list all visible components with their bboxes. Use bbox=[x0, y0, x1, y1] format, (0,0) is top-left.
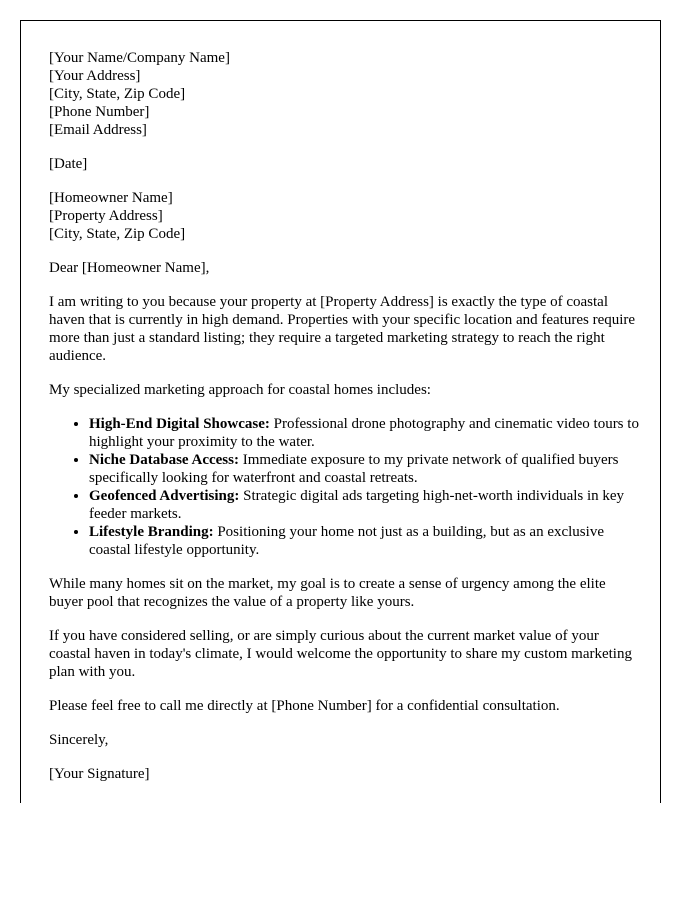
letter-page bbox=[20, 20, 661, 803]
list-item-text: Professional drone photography and cinematic video tours to highlight your proximity to the water. bbox=[89, 416, 639, 450]
list-item-title: High-End Digital Showcase: bbox=[89, 416, 270, 432]
date-block bbox=[49, 155, 639, 173]
marketing-list bbox=[49, 415, 639, 559]
list-item bbox=[89, 415, 639, 451]
list-item bbox=[89, 523, 639, 559]
list-item bbox=[89, 451, 639, 487]
recipient-address: [Property Address] bbox=[49, 208, 163, 224]
list-item bbox=[89, 487, 639, 523]
closing: Sincerely, bbox=[49, 732, 109, 748]
paragraph-call: Please feel free to call me directly at [Phone Number] for a confidential consultation. bbox=[49, 698, 560, 714]
sender-address: [Your Address] bbox=[49, 68, 141, 84]
recipient-city: [City, State, Zip Code] bbox=[49, 226, 186, 242]
recipient-block bbox=[49, 189, 639, 243]
list-item-title: Lifestyle Branding: bbox=[89, 524, 214, 540]
sender-email: [Email Address] bbox=[49, 122, 147, 138]
letter-body bbox=[49, 49, 639, 799]
letter-date: [Date] bbox=[49, 156, 88, 172]
list-item-text: Strategic digital ads targeting high-net-worth individuals in key feeder markets. bbox=[89, 488, 625, 522]
list-item-text: Immediate exposure to my private network of qualified buyers specifically looking for waterfront and coastal retreats. bbox=[89, 452, 619, 486]
list-item-title: Geofenced Advertising: bbox=[89, 488, 240, 504]
signature: [Your Signature] bbox=[49, 766, 150, 782]
sender-city: [City, State, Zip Code] bbox=[49, 86, 186, 102]
paragraph-selling: If you have considered selling, or are simply curious about the current market value of your coastal haven in today's climate, I would welcome the opportunity to share my custom marketing plan with you. bbox=[49, 628, 632, 680]
paragraph-approach: My specialized marketing approach for coastal homes includes: bbox=[49, 382, 431, 398]
recipient-name: [Homeowner Name] bbox=[49, 190, 173, 206]
sender-phone: [Phone Number] bbox=[49, 104, 150, 120]
paragraph-urgency: While many homes sit on the market, my goal is to create a sense of urgency among the elite buyer pool that recognizes the value of a property like yours. bbox=[49, 576, 606, 610]
list-item-title: Niche Database Access: bbox=[89, 452, 239, 468]
sender-name: [Your Name/Company Name] bbox=[49, 50, 230, 66]
list-item-text: Positioning your home not just as a building, but as an exclusive coastal lifestyle opportunity. bbox=[89, 524, 604, 558]
salutation: Dear [Homeowner Name], bbox=[49, 260, 210, 276]
sender-block bbox=[49, 49, 639, 139]
paragraph-intro: I am writing to you because your property at [Property Address] is exactly the type of coastal haven that is currently in high demand. Properties with your specific location and features require more than just a standard listing; they require a targeted marketing strategy to reach the right audience. bbox=[49, 294, 636, 364]
